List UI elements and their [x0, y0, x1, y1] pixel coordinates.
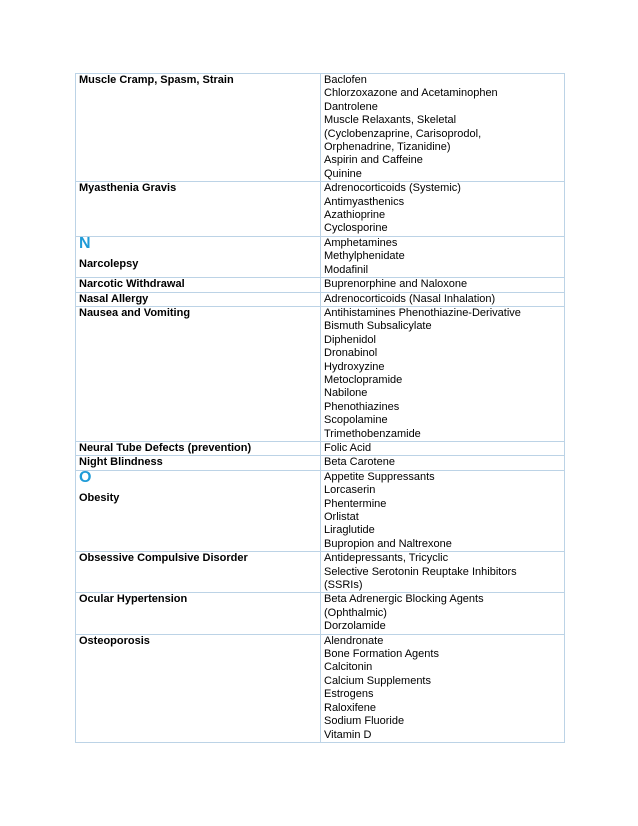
medication-item: Baclofen [324, 74, 367, 86]
medications-cell [321, 552, 565, 593]
medication-item: Methylphenidate [324, 250, 405, 263]
medication-item: Orphenadrine, Tizanidine) [324, 141, 451, 154]
medication-item: Dantrolene [324, 100, 378, 113]
medication-item: Bismuth Subsalicylate [324, 320, 432, 333]
medication-item: Buprenorphine and Naloxone [324, 278, 468, 291]
medication-item: Aspirin and Caffeine [324, 154, 423, 167]
medication-item: Antidepressants, Tricyclic [324, 552, 449, 565]
medication-item: Dronabinol [324, 347, 378, 360]
medication-item: (Cyclobenzaprine, Carisoprodol, [324, 127, 482, 140]
condition-name: Nausea and Vomiting [79, 306, 191, 319]
condition-cell [76, 634, 321, 742]
condition-name: Nasal Allergy [79, 292, 149, 305]
table-row [76, 634, 565, 742]
medications-cell [321, 456, 565, 470]
condition-name: Muscle Cramp, Spasm, Strain [79, 74, 234, 86]
medication-item: Quinine [324, 167, 362, 180]
condition-cell [76, 441, 321, 455]
table-row [76, 278, 565, 292]
medication-item: Cyclosporine [324, 222, 388, 235]
medication-item: Liraglutide [324, 524, 375, 537]
table-row [76, 470, 565, 551]
condition-name: Osteoporosis [79, 634, 150, 647]
condition-name: Narcolepsy [79, 257, 139, 270]
medication-item: Lorcaserin [324, 484, 376, 497]
medications-cell [321, 236, 565, 277]
section-letter: N [79, 234, 91, 252]
medication-item: Azathioprine [324, 209, 386, 222]
medication-item: Appetite Suppressants [324, 470, 435, 483]
medication-item: Beta Adrenergic Blocking Agents [324, 593, 484, 606]
condition-cell [76, 552, 321, 593]
medication-item: Antimyasthenics [324, 195, 405, 208]
table-row [76, 292, 565, 306]
medication-item: Chlorzoxazone and Acetaminophen [324, 87, 498, 100]
medication-item: Amphetamines [324, 236, 398, 249]
medications-cell [321, 278, 565, 292]
medications-cell [321, 292, 565, 306]
medication-item: Selective Serotonin Reuptake Inhibitors [324, 565, 517, 578]
medication-item: Adrenocorticoids (Systemic) [324, 182, 461, 195]
medications-cell [321, 441, 565, 455]
condition-name: Obesity [79, 491, 120, 504]
condition-name: Neural Tube Defects (prevention) [79, 441, 252, 454]
table-row [76, 593, 565, 634]
table-body [76, 74, 565, 743]
medication-item: Adrenocorticoids (Nasal Inhalation) [324, 292, 496, 305]
condition-name: Ocular Hypertension [79, 593, 188, 606]
medication-item: (Ophthalmic) [324, 606, 387, 619]
medication-item: Calcitonin [324, 661, 373, 674]
condition-cell [76, 292, 321, 306]
medication-item: Dorzolamide [324, 620, 386, 633]
medication-item: Hydroxyzine [324, 360, 385, 373]
condition-cell [76, 236, 321, 277]
medications-cell [321, 74, 565, 182]
table-row [76, 306, 565, 441]
medication-item: Calcium Supplements [324, 674, 431, 687]
condition-cell [76, 278, 321, 292]
condition-name: Obsessive Compulsive Disorder [79, 552, 248, 565]
condition-cell [76, 470, 321, 551]
table-row [76, 441, 565, 455]
medication-item: Folic Acid [324, 441, 372, 454]
table-row [76, 456, 565, 470]
medication-item: Bupropion and Naltrexone [324, 537, 452, 550]
medication-item: Muscle Relaxants, Skeletal [324, 114, 457, 127]
condition-cell [76, 74, 321, 182]
condition-cell [76, 306, 321, 441]
medication-item: Alendronate [324, 634, 384, 647]
medication-item: Phenothiazines [324, 400, 400, 413]
medication-item: Vitamin D [324, 728, 372, 741]
condition-cell [76, 593, 321, 634]
condition-cell [76, 456, 321, 470]
medication-item: Modafinil [324, 263, 369, 276]
medications-cell [321, 470, 565, 551]
condition-medication-table [75, 73, 565, 743]
medication-item: Orlistat [324, 511, 359, 523]
medication-item: Metoclopramide [324, 373, 403, 386]
medication-item: Sodium Fluoride [324, 715, 405, 728]
table-row [76, 182, 565, 237]
medication-item: Diphenidol [324, 333, 376, 346]
medication-item: Phentermine [324, 497, 387, 510]
table-row [76, 552, 565, 593]
condition-name: Myasthenia Gravis [79, 182, 177, 195]
medication-item: Trimethobenzamide [324, 427, 421, 440]
section-letter: O [79, 468, 92, 486]
medications-cell [321, 182, 565, 237]
medication-item: Raloxifene [324, 701, 376, 714]
medication-item: Nabilone [324, 387, 368, 400]
medications-cell [321, 306, 565, 441]
condition-name: Night Blindness [79, 456, 163, 469]
medication-item: Beta Carotene [324, 456, 395, 469]
table-row [76, 236, 565, 277]
condition-name: Narcotic Withdrawal [79, 278, 185, 291]
table-row [76, 74, 565, 182]
medication-item: Bone Formation Agents [324, 648, 439, 661]
medication-item: Scopolamine [324, 414, 388, 427]
medications-cell [321, 634, 565, 742]
condition-cell [76, 182, 321, 237]
medications-cell [321, 593, 565, 634]
medication-item: (SSRIs) [324, 579, 363, 592]
medication-item: Estrogens [324, 688, 374, 701]
medication-item: Antihistamines Phenothiazine-Derivative [324, 306, 521, 319]
